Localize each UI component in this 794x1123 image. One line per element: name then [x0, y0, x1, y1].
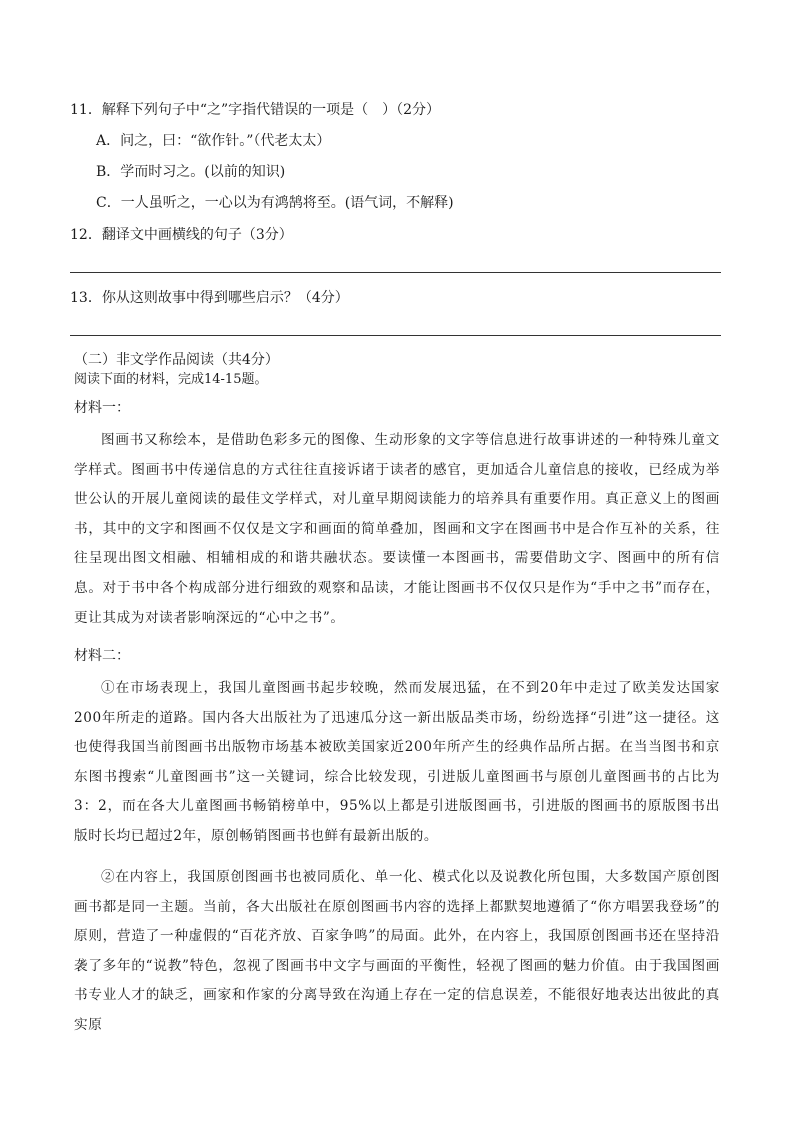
question-11-option-a: A．问之，曰：“欲作针。”（代老太太） [96, 133, 331, 149]
question-11-option-b: B．学而时习之。(以前的知识) [96, 164, 286, 180]
section-2-instruction: 阅读下面的材料，完成14-15题。 [74, 372, 268, 387]
answer-line-12 [70, 272, 721, 273]
question-12-stem: 12．翻译文中画横线的句子（3分） [70, 227, 293, 243]
question-13-stem: 13．你从这则故事中得到哪些启示？（4分） [70, 290, 349, 306]
material-1-text: 图画书又称绘本，是借助色彩多元的图像、生动形象的文字等信息进行故事讲述的一种特殊儿童文学样式。图画书中传递信息的方式往往直接诉诸于读者的感官，更加适合儿童信息的接收，已经成为举世公认的开展儿童阅读的最佳文学样式，对儿童早期阅读能力的培养具有重要作用。真正意义上的图画书，其中的文字和图画不仅仅是文字和画面的简单叠加，图画和文字在图画书中是合作互补的关系，往往呈现出图文相融、相辅相成的和谐共融状态。要读懂一本图画书，需要借助文字、图画中的所有信息。对于书中各个构成部分进行细致的观察和品读，才能让图画书不仅仅只是作为“手中之书”而存在，更让其成为对读者影响深远的“心中之书”。 [74, 432, 720, 626]
section-2-heading: （二）非文学作品阅读（共4分） [74, 352, 279, 368]
material-2-label: 材料二： [74, 648, 130, 664]
question-11-option-c: C．一人虽听之，一心以为有鸿鹄将至。(语气词，不解释) [96, 195, 454, 211]
question-11-stem: 11．解释下列句子中“之”字指代错误的一项是（ ）（2分） [70, 102, 441, 118]
material-1-label: 材料一： [74, 400, 130, 416]
material-2-paragraph-1: ①在市场表现上，我国儿童图画书起步较晚，然而发展迅猛，在不到20年中走过了欧美发达国家200年所走的道路。国内各大出版社为了迅速瓜分这一新出版品类市场，纷纷选择“引进”这一捷径。这也使得我国当前图画书出版物市场基本被欧美国家近200年所产生的经典作品所占据。在当当图书和京东图书搜索“儿童图画书”这一关键词，综合比较发现，引进版儿童图画书与原创儿童图画书的占比为3：2，而在各大儿童图画书畅销榜单中，95%以上都是引进版图画书，引进版的图画书的原版图书出版时长均已超过2年，原创畅销图画书也鲜有最新出版的。 [74, 680, 720, 844]
material-2-paragraph-2: ②在内容上，我国原创图画书也被同质化、单一化、模式化以及说教化所包围，大多数国产原创图画书都是同一主题。当前，各大出版社在原创图画书内容的选择上都默契地遵循了“你方唱罢我登场”的原则，营造了一种虚假的“百花齐放、百家争鸣”的局面。此外，在内容上，我国原创图画书还在坚持沿袭了多年的“说教”特色，忽视了图画书中文字与画面的平衡性，轻视了图画的魅力价值。由于我国图画书专业人才的缺乏，画家和作家的分离导致在沟通上存在一定的信息误差，不能很好地表达出彼此的真实原 [74, 869, 720, 1033]
answer-line-13 [70, 335, 721, 336]
